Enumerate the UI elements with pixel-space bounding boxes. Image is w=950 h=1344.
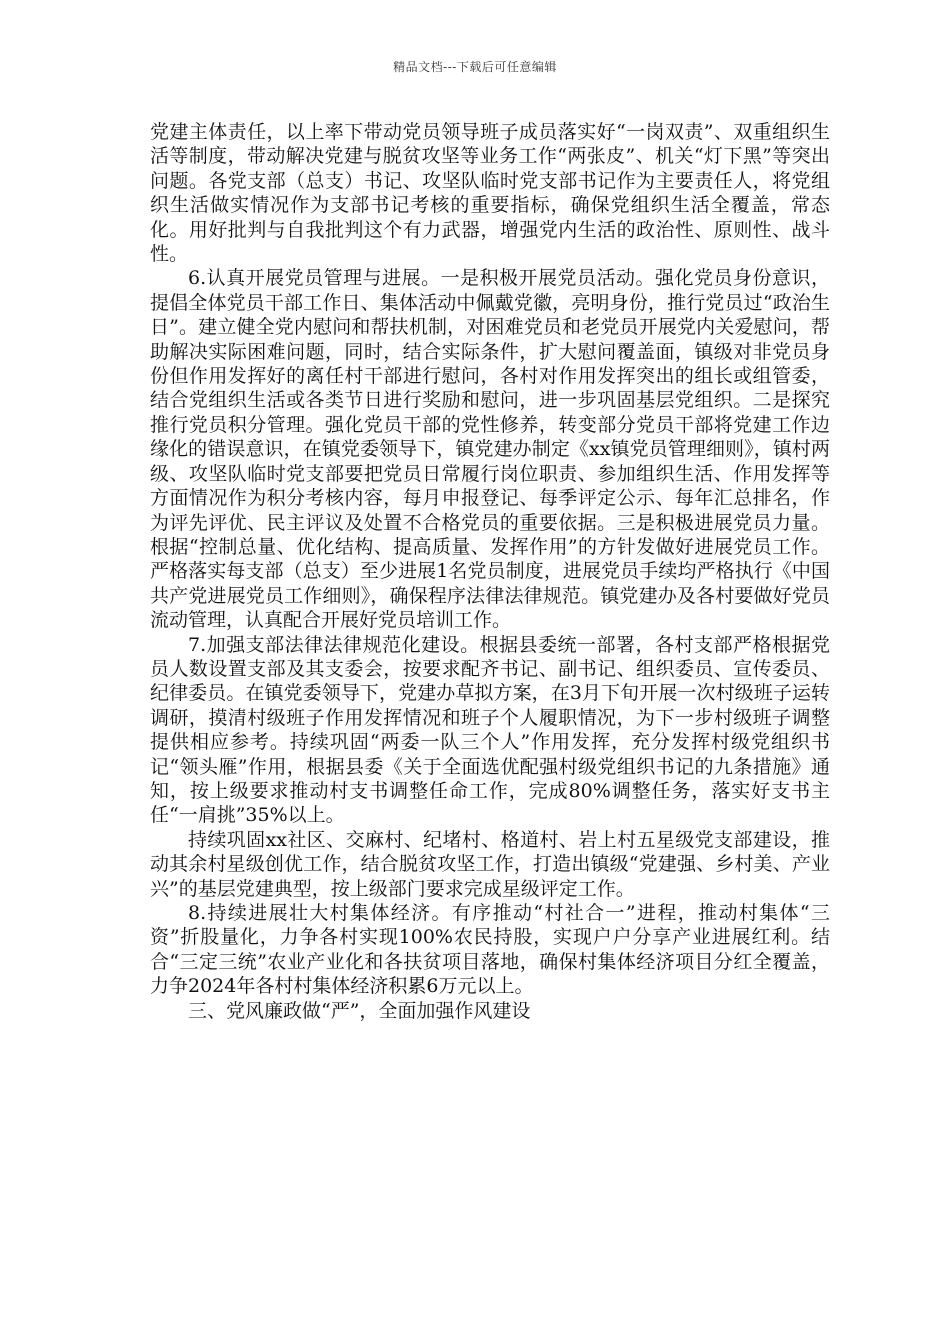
- paragraph-star-branch: 持续巩固xx社区、交麻村、纪堵村、格道村、岩上村五星级党支部建设，推动其余村星级创优工作，结合脱贫攻坚工作，打造出镇级“党建强、乡村美、产业兴”的基层党建典型，按上级部门要求完成星级评定工作。: [150, 828, 830, 900]
- paragraph-item-8: 8.持续进展壮大村集体经济。有序推动“村社合一”进程，推动村集体“三资”折股量化，力争各村实现100%农民持股，实现户户分享产业进展红利。结合“三定三统”农业产业化和各扶贫项目落地，确保村集体经济项目分红全覆盖，力争2024年各村村集体经济积累6万元以上。: [150, 902, 830, 998]
- paragraph-continuation: 党建主体责任，以上率下带动党员领导班子成员落实好“一岗双责”、双重组织生活等制度，带动解决党建与脱贫攻坚等业务工作“两张皮”、机关“灯下黑”等突出问题。各党支部（总支）书记、攻坚队临时党支部书记作为主要责任人，将党组织生活做实情况作为支部书记考核的重要指标，确保党组织生活全覆盖，常态化。用好批判与自我批判这个有力武器，增强党内生活的政治性、原则性、战斗性。: [150, 121, 830, 266]
- paragraph-item-6: 6.认真开展党员管理与进展。一是积极开展党员活动。强化党员身份意识，提倡全体党员干部工作日、集体活动中佩戴党徽，亮明身份，推行党员过“政治生日”。建立健全党内慰问和帮扶机制，对困难党员和老党员开展党内关爱慰问，帮助解决实际困难问题，同时，结合实际条件，扩大慰问覆盖面，镇级对非党员身份但作用发挥好的离任村干部进行慰问，各村对作用发挥突出的组长或组管委，结合党组织生活或各类节日进行奖励和慰问，进一步巩固基层党组织。二是探究推行党员积分管理。强化党员干部的党性修养，转变部分党员干部将党建工作边缘化的错误意识，在镇党委领导下，镇党建办制定《xx镇党员管理细则》，镇村两级、攻坚队临时党支部要把党员日常履行岗位职责、参加组织生活、作用发挥等方面情况作为积分考核内容，每月申报登记、每季评定公示、每年汇总排名，作为评先评优、民主评议及处置不合格党员的重要依据。三是积极进展党员力量。根据“控制总量、优化结构、提高质量、发挥作用”的方针发做好进展党员工作。严格落实每支部（总支）至少进展1名党员制度，进展党员手续均严格执行《中国共产党进展党员工作细则》，确保程序法律法律规范。镇党建办及各村要做好党员流动管理，认真配合开展好党员培训工作。: [150, 267, 830, 632]
- document-body: [150, 120, 830, 1023]
- section-heading-3: 三、党风廉政做“严”，全面加强作风建设: [188, 999, 531, 1022]
- paragraph-item-7: 7.加强支部法律法律规范化建设。根据县委统一部署，各村支部严格根据党员人数设置支部及其支委会，按要求配齐书记、副书记、组织委员、宣传委员、纪律委员。在镇党委领导下，党建办草拟方案，在3月下旬开展一次村级班子运转调研，摸清村级班子作用发挥情况和班子个人履职情况，为下一步村级班子调整提供相应参考。持续巩固“两委一队三个人”作用发挥，充分发挥村级党组织书记“领头雁”作用，根据县委《关于全面选优配强村级党组织书记的九条措施》通知，按上级要求推动村支书调整任命工作，完成80%调整任务，落实好支书主任“一肩挑”35%以上。: [150, 633, 830, 827]
- page-header: 精品文档---下载后可任意编辑: [393, 60, 557, 74]
